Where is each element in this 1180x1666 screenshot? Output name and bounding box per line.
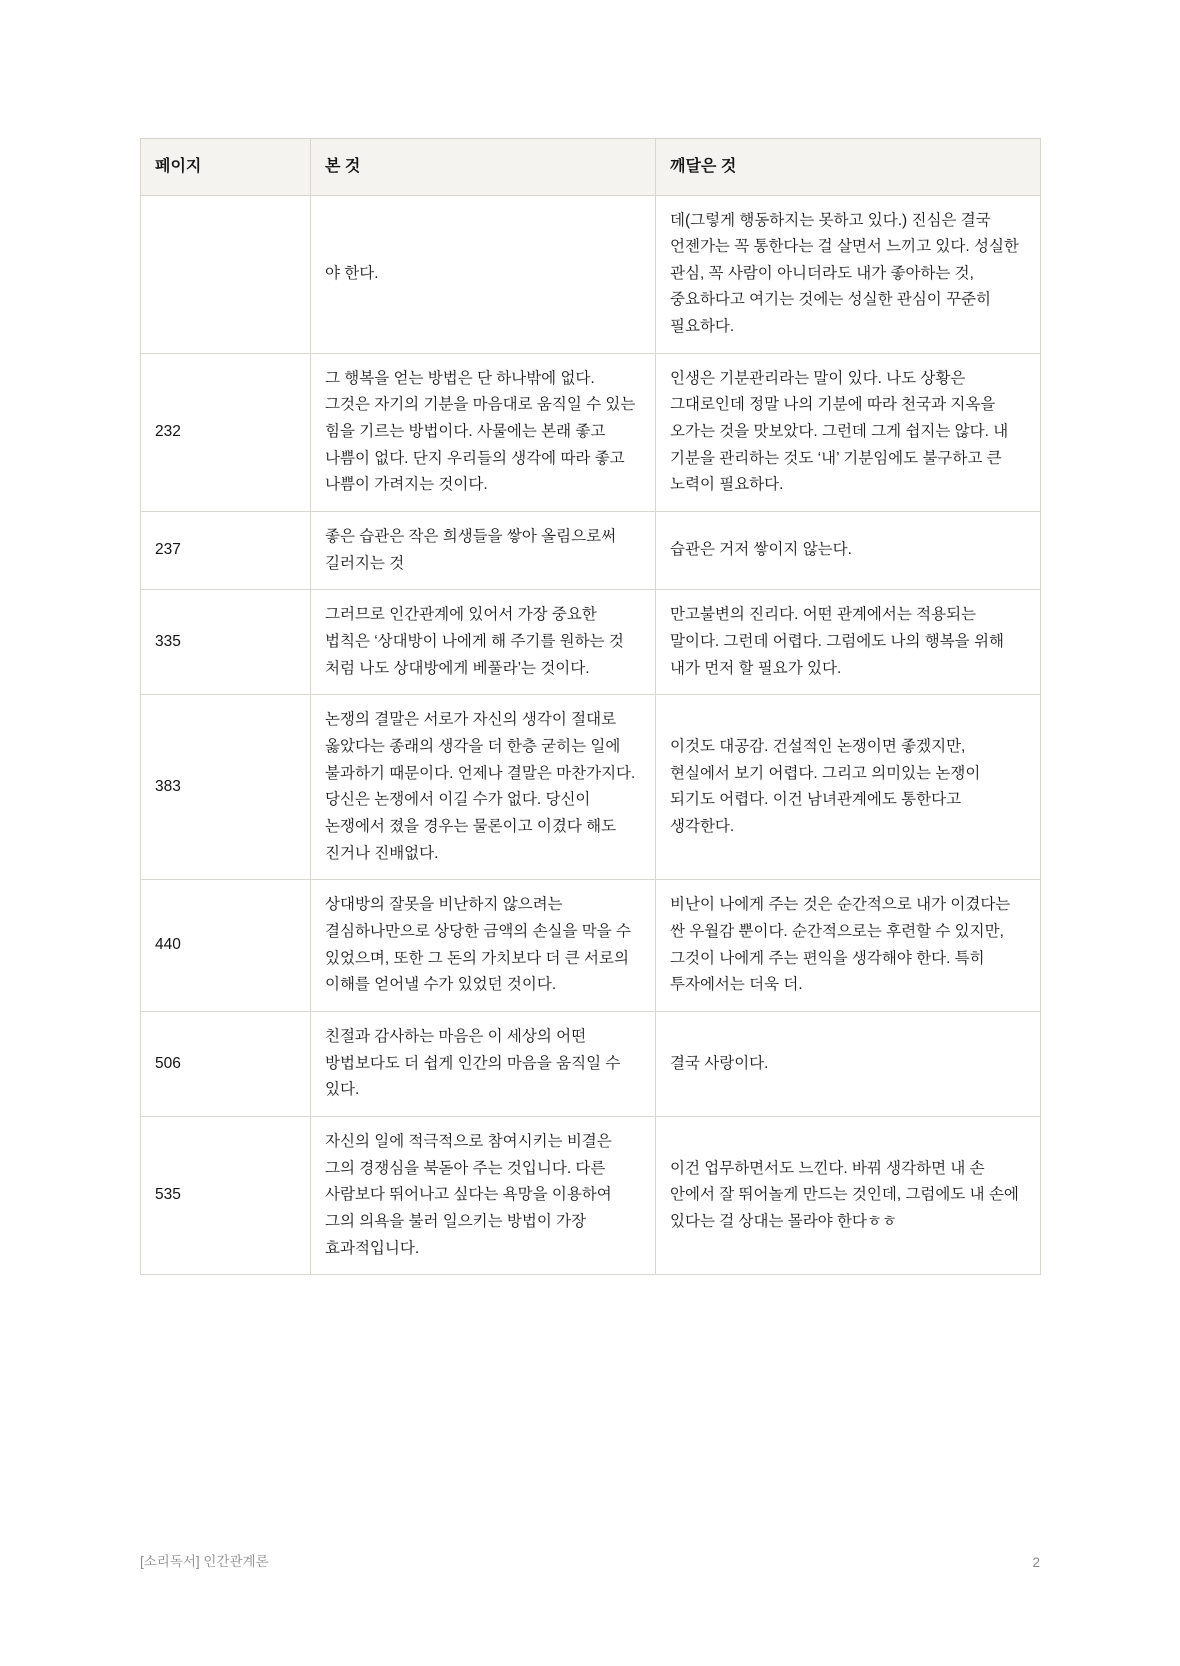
reading-notes-table xyxy=(140,138,1041,1275)
table-row xyxy=(141,1116,1041,1274)
column-header-learned: 깨달은 것 xyxy=(656,139,1041,196)
footer-label: [소리독서] 인간관계론 xyxy=(140,1554,269,1569)
cell-learned: 이것도 대공감. 건설적인 논쟁이면 좋겠지만, 현실에서 보기 어렵다. 그리고 의미있는 논쟁이 되기도 어렵다. 이건 남녀관계에도 통한다고 생각한다. xyxy=(656,695,1041,880)
cell-learned: 습관은 거저 쌓이지 않는다. xyxy=(656,512,1041,590)
cell-learned: 비난이 나에게 주는 것은 순간적으로 내가 이겼다는 싼 우월감 뿐이다. 순간적으로는 후련할 수 있지만, 그것이 나에게 주는 편익을 생각해야 한다. 특히 투자에서는 더욱 더. xyxy=(656,880,1041,1012)
cell-page: 506 xyxy=(141,1011,311,1116)
cell-page: 535 xyxy=(141,1116,311,1274)
cell-page: 383 xyxy=(141,695,311,880)
column-header-page: 페이지 xyxy=(141,139,311,196)
table-header-row xyxy=(141,139,1041,196)
cell-learned: 인생은 기분관리라는 말이 있다. 나도 상황은 그대로인데 정말 나의 기분에 따라 천국과 지옥을 오가는 것을 맛보았다. 그런데 그게 쉽지는 않다. 내 기분을 관리하는 것도 ‘내’ 기분임에도 불구하고 큰 노력이 필요하다. xyxy=(656,353,1041,511)
page-footer xyxy=(140,1550,1040,1570)
table-row xyxy=(141,1011,1041,1116)
cell-page xyxy=(141,195,311,353)
cell-saw: 그러므로 인간관계에 있어서 가장 중요한 법칙은 ‘상대방이 나에게 해 주기를 원하는 것 처럼 나도 상대방에게 베풀라’는 것이다. xyxy=(311,590,656,695)
table-row xyxy=(141,590,1041,695)
cell-saw: 친절과 감사하는 마음은 이 세상의 어떤 방법보다도 더 쉽게 인간의 마음을 움직일 수 있다. xyxy=(311,1011,656,1116)
cell-page: 237 xyxy=(141,512,311,590)
table-row xyxy=(141,695,1041,880)
table-row xyxy=(141,353,1041,511)
cell-learned: 데(그렇게 행동하지는 못하고 있다.) 진심은 결국 언젠가는 꼭 통한다는 걸 살면서 느끼고 있다. 성실한 관심, 꼭 사람이 아니더라도 내가 좋아하는 것, 중요하다고 여기는 것에는 성실한 관심이 꾸준히 필요하다. xyxy=(656,195,1041,353)
cell-learned: 이건 업무하면서도 느낀다. 바꿔 생각하면 내 손 안에서 잘 뛰어놀게 만드는 것인데, 그럼에도 내 손에 있다는 걸 상대는 몰라야 한다ㅎㅎ xyxy=(656,1116,1041,1274)
table-row xyxy=(141,880,1041,1012)
cell-saw: 상대방의 잘못을 비난하지 않으려는 결심하나만으로 상당한 금액의 손실을 막을 수 있었으며, 또한 그 돈의 가치보다 더 큰 서로의 이해를 얻어낼 수가 있었던 것이다. xyxy=(311,880,656,1012)
cell-saw: 좋은 습관은 작은 희생들을 쌓아 올림으로써 길러지는 것 xyxy=(311,512,656,590)
cell-saw: 그 행복을 얻는 방법은 단 하나밖에 없다. 그것은 자기의 기분을 마음대로 움직일 수 있는 힘을 기르는 방법이다. 사물에는 본래 좋고 나쁨이 없다. 단지 우리들의 생각에 따라 좋고 나쁨이 가려지는 것이다. xyxy=(311,353,656,511)
cell-page: 335 xyxy=(141,590,311,695)
cell-page: 440 xyxy=(141,880,311,1012)
cell-learned: 만고불변의 진리다. 어떤 관계에서는 적용되는 말이다. 그런데 어렵다. 그럼에도 나의 행복을 위해 내가 먼저 할 필요가 있다. xyxy=(656,590,1041,695)
footer-page-number: 2 xyxy=(1032,1555,1040,1570)
cell-saw: 논쟁의 결말은 서로가 자신의 생각이 절대로 옳았다는 종래의 생각을 더 한층 굳히는 일에 불과하기 때문이다. 언제나 결말은 마찬가지다. 당신은 논쟁에서 이길 수가 없다. 당신이 논쟁에서 졌을 경우는 물론이고 이겼다 해도 진거나 진배없다. xyxy=(311,695,656,880)
table-row xyxy=(141,512,1041,590)
cell-saw: 자신의 일에 적극적으로 참여시키는 비결은 그의 경쟁심을 북돋아 주는 것입니다. 다른 사람보다 뛰어나고 싶다는 욕망을 이용하여 그의 의욕을 불러 일으키는 방법이 가장 효과적입니다. xyxy=(311,1116,656,1274)
column-header-saw: 본 것 xyxy=(311,139,656,196)
cell-saw: 야 한다. xyxy=(311,195,656,353)
table-row xyxy=(141,195,1041,353)
cell-learned: 결국 사랑이다. xyxy=(656,1011,1041,1116)
cell-page: 232 xyxy=(141,353,311,511)
